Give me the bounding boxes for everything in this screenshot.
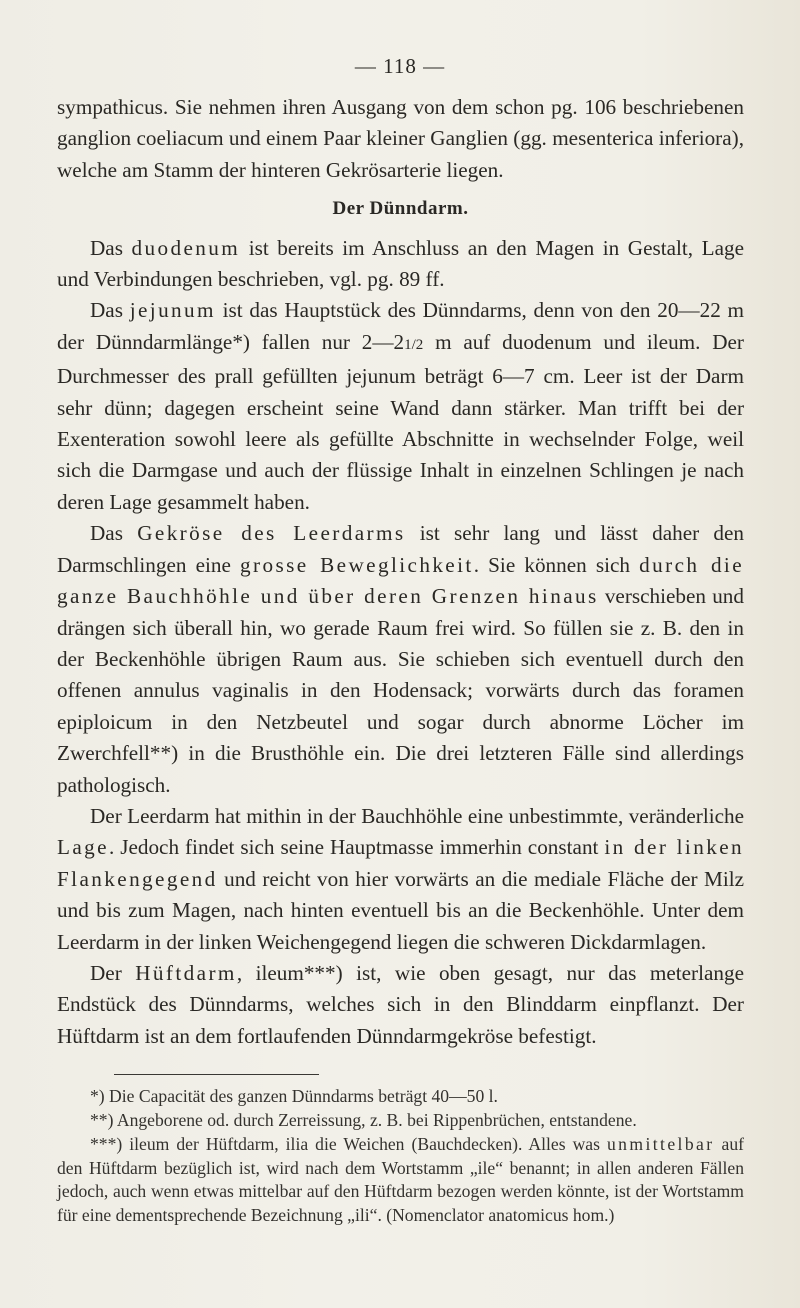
emphasis-hueftdarm: Hüftdarm bbox=[135, 960, 237, 985]
text-run: ist bereits im Anschluss an den Magen in Gestalt, Lage und Verbindungen beschrieben, vgl. pg. 89 ff. bbox=[57, 235, 744, 292]
page-number: — 118 — bbox=[354, 54, 446, 78]
footnote-3 bbox=[57, 1133, 744, 1228]
footnotes bbox=[57, 1085, 744, 1228]
text-run: ist sehr lang und lässt daher den Darmschlingen eine bbox=[57, 521, 745, 577]
emphasis-unmittelbar: unmittelbar bbox=[606, 1133, 715, 1154]
text-run: verschieben und drängen sich überall hin, wo gerade Raum frei wird. So füllen sie z. B. den in der Beckenhöhle übrigen Raum aus. Sie schieben sich eventuell durch den offenen annulus vaginalis in den Hodensack; vorwärts durch das foramen epiploicum in den Netzbeutel und sogar durch abnorme Löcher im Zwerchfell**) in die Brusthöhle ein. Die drei letzteren Fälle sind allerdings pathologisch. bbox=[57, 584, 744, 797]
text-run: ist das Hauptstück des Dünndarms, denn von den 20—22 m der Dünndarmlänge*) fallen nur 2—2 bbox=[57, 298, 744, 354]
emphasis-flankengegend: in der linken Flankengegend bbox=[57, 835, 744, 891]
section-heading: Der Dünndarm. bbox=[332, 198, 469, 220]
text-run: m auf duodenum und ileum. Der Durchmesser des prall gefüllten jejunum beträgt 6—7 cm. Leer ist der Darm sehr dünn; dagegen erscheint seine Wand dann stärker. Man trifft bei der Exenteration sowohl leere als gefüllte Abschnitte in wechselnder Folge, weil sich die Darmgase und auch der flüssige Inhalt in einzelnen Schlingen je nach deren Lage gesammelt haben. bbox=[57, 329, 744, 514]
emphasis-gekroese: Gekröse des Leerdarms bbox=[137, 521, 406, 546]
fraction-half: 1/2 bbox=[404, 336, 424, 353]
paragraph-gekroese bbox=[57, 518, 744, 801]
text-run: und reicht von hier vorwärts an die mediale Fläche der Milz und bis zum Magen, nach hinten eventuell bis an die Beckenhöhle. Unter dem Leerdarm in der linken Weichengegend liegen die schweren Dickdarmlagen. bbox=[57, 866, 744, 954]
emphasis-lage: Lage bbox=[57, 835, 109, 860]
emphasis-jejunum: jejunum bbox=[129, 298, 216, 323]
text-run: Das bbox=[90, 235, 132, 260]
text-run: auf den Hüftdarm bezüglich ist, wird nach dem Wortstamm „ile“ benannt; in allen anderen Fällen jedoch, auch wenn etwas mittelbar auf den Hüftdarm bezogen werden könnte, ist der Wortstamm für eine dementsprechende Bezeichnung „ili“. (Nomenclator anatomicus hom.) bbox=[57, 1133, 744, 1226]
footnote-divider bbox=[114, 1074, 319, 1075]
main-text bbox=[57, 92, 744, 1052]
text-run: . Sie können sich bbox=[473, 552, 640, 577]
text-run: ***) ileum der Hüftdarm, ilia die Weichen (Bauchdecken). Alles was bbox=[90, 1133, 607, 1154]
emphasis-duodenum: duodenum bbox=[131, 235, 241, 260]
text-run: Der bbox=[90, 960, 136, 985]
text-run: . Jedoch findet sich seine Hauptmasse immerhin constant bbox=[108, 835, 605, 860]
text-run: , ileum***) ist, wie oben gesagt, nur das meterlange Endstück des Dünndarms, welches sich in den Blinddarm einpflanzt. Der Hüftdarm ist an dem fortlaufenden Dünndarmgekröse befestigt. bbox=[57, 960, 744, 1048]
paragraph-lage bbox=[57, 801, 744, 958]
paragraph-jejunum bbox=[57, 295, 744, 518]
footnote-1: *) Die Capacität des ganzen Dünndarms beträgt 40—50 l. bbox=[90, 1086, 498, 1107]
text-run: Das bbox=[90, 521, 138, 546]
text-run: Der Leerdarm hat mithin in der Bauchhöhle eine unbestimmte, veränderliche bbox=[90, 803, 744, 828]
footnote-2: **) Angeborene od. durch Zerreissung, z. B. bei Rippenbrüchen, entstandene. bbox=[90, 1109, 637, 1130]
paragraph-continuation: sympathicus. Sie nehmen ihren Ausgang von dem schon pg. 106 beschriebenen ganglion coeliacum und einem Paar kleiner Ganglien (gg. mesenterica inferiora), welche am Stamm der hinteren Gekrösarterie liegen. bbox=[57, 95, 744, 182]
text-run: Das bbox=[90, 298, 130, 323]
paragraph-hueftdarm bbox=[57, 958, 744, 1052]
emphasis-bauchhoehle: durch die ganze Bauchhöhle und über deren Grenzen hinaus bbox=[57, 552, 745, 609]
paragraph-duodenum bbox=[57, 233, 744, 296]
emphasis-beweglichkeit: grosse Beweglichkeit bbox=[240, 552, 474, 577]
